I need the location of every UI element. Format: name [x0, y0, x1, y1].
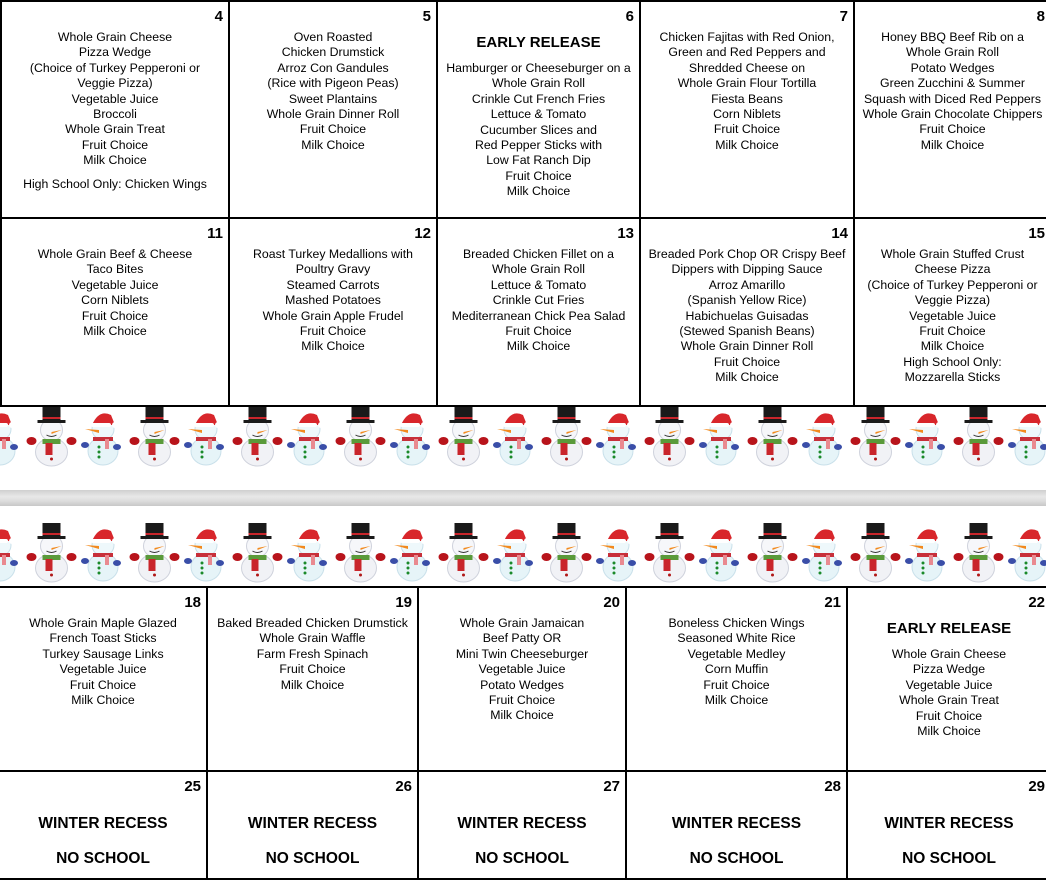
day-cell [626, 587, 847, 771]
day-number: 11 [207, 225, 223, 242]
menu-items [641, 28, 853, 153]
menu-item: (Spanish Yellow Rice) [687, 293, 807, 308]
day-cell [854, 1, 1046, 218]
menu-item: Vegetable Juice [71, 91, 159, 106]
menu-item: Poultry Gravy [295, 262, 371, 277]
day-cell [418, 587, 626, 771]
day-number: 22 [1028, 594, 1045, 611]
day-cell [229, 218, 437, 406]
snowman-icon [390, 413, 430, 465]
snowman-icon [542, 407, 592, 466]
day-number: 13 [617, 225, 634, 242]
menu-item: Vegetable Juice [71, 277, 159, 292]
day-cell [437, 218, 640, 406]
menu-item: Corn Niblets [713, 107, 781, 122]
menu-item: Milk Choice [506, 339, 571, 354]
menu-item: Whole Grain Apple Frudel [262, 308, 404, 323]
day-cell [640, 1, 854, 218]
no-school-label: NO SCHOOL [689, 850, 784, 867]
no-school-label: NO SCHOOL [56, 850, 150, 867]
menu-item: Whole Grain Cheese [57, 30, 173, 44]
menu-item: Broccoli [93, 107, 137, 122]
menu-item: Whole Grain Stuffed Crust [880, 247, 1025, 261]
menu-item: Vegetable Juice [909, 308, 996, 323]
menu-item: Turkey Sausage Links [42, 646, 164, 661]
snowman-icon [1008, 529, 1046, 581]
menu-item: Mini Twin Cheeseburger [455, 646, 589, 661]
menu-item: Whole Grain Flour Tortilla [677, 76, 817, 91]
menu-item: Milk Choice [280, 677, 345, 692]
snowman-icon [336, 523, 386, 582]
menu-items [848, 645, 1046, 739]
menu-item: Milk Choice [83, 153, 147, 168]
menu-item: Vegetable Juice [905, 677, 993, 692]
menu-item: Whole Grain Roll [492, 76, 585, 91]
menu-item: Vegetable Medley [687, 646, 786, 661]
snowman-icon [905, 529, 945, 581]
day-cell [0, 587, 207, 771]
week-row [0, 771, 1046, 879]
menu-item: Milk Choice [83, 324, 147, 339]
snowman-icon [233, 523, 283, 582]
menu-item: Cucumber Slices and [480, 122, 597, 137]
menu-item: Milk Choice [301, 339, 365, 354]
snowman-icon [184, 413, 224, 465]
menu-item: Mediterranean Chick Pea Salad [451, 308, 626, 323]
menu-item: Roast Turkey Medallions with [253, 247, 413, 261]
menu-item: Milk Choice [715, 137, 779, 152]
menu-item: (Choice of Turkey Pepperoni or [867, 277, 1038, 292]
no-school-label: NO SCHOOL [265, 850, 360, 867]
week-row [0, 587, 1046, 771]
snowman-icon [493, 529, 533, 581]
snowman-icon [699, 413, 739, 465]
page-divider [0, 490, 1046, 506]
menu-item: Low Fat Ranch Dip [486, 153, 591, 168]
recess-label: WINTER RECESS [38, 815, 168, 832]
day-title: EARLY RELEASE [886, 620, 1012, 637]
menu-item: Seasoned White Rice [677, 631, 796, 646]
day-cell [847, 587, 1046, 771]
day-number: 21 [824, 594, 841, 611]
menu-item: Hamburger or Cheeseburger on a [446, 61, 631, 75]
menu-item: Cheese Pizza [914, 262, 991, 277]
snowman-icon [645, 407, 695, 466]
menu-item: Fruit Choice [713, 354, 781, 369]
snowman-icon [233, 407, 283, 466]
day-number: 29 [1028, 778, 1045, 795]
menu-item: Pizza Wedge [912, 662, 986, 677]
day-cell [1, 1, 229, 218]
menu-item: Mozzarella Sticks [904, 370, 1001, 385]
menu-item: Whole Grain Beef & Cheese [37, 247, 193, 261]
day-cell [640, 218, 854, 406]
menu-item: Veggie Pizza) [77, 76, 153, 91]
snowman-icon [27, 523, 77, 582]
menu-item: Potato Wedges [910, 60, 995, 75]
menu-item: Habichuelas Guisadas [685, 308, 809, 323]
menu-item: Crinkle Cut Fries [492, 293, 585, 308]
snowman-icon [439, 407, 489, 466]
day-title: EARLY RELEASE [476, 34, 601, 51]
menu-item: Whole Grain Cheese [891, 647, 1007, 661]
no-school-label: NO SCHOOL [475, 850, 569, 867]
menu-item: Whole Grain Dinner Roll [266, 107, 400, 122]
menu-item: Arroz Con Gandules [277, 60, 389, 75]
menu-item: Fiesta Beans [711, 91, 783, 106]
menu-item: (Choice of Turkey Pepperoni or [29, 60, 201, 75]
snowman-icon [390, 529, 430, 581]
menu-item: Beef Patty OR [482, 631, 562, 646]
day-cell [418, 771, 626, 879]
menu-item: (Stewed Spanish Beans) [679, 324, 815, 339]
day-number: 19 [395, 594, 412, 611]
menu-item: Farm Fresh Spinach [256, 646, 369, 661]
menu-item: Vegetable Juice [478, 662, 566, 677]
day-cell [1, 218, 229, 406]
snowman-border-top [0, 405, 1046, 467]
menu-item: French Toast Sticks [49, 631, 157, 646]
menu-item: Sweet Plantains [288, 91, 378, 106]
menu-items [2, 28, 228, 169]
week-row [1, 218, 1046, 406]
menu-item: Boneless Chicken Wings [668, 616, 805, 630]
menu-item: Lettuce & Tomato [490, 107, 587, 122]
week-row [1, 1, 1046, 218]
snowman-icon [802, 529, 842, 581]
menu-item: Fruit Choice [299, 122, 367, 137]
menu-item: Milk Choice [506, 184, 571, 199]
menu-item: Green Zucchini & Summer [880, 76, 1025, 91]
snowman-icon [954, 523, 1004, 582]
snowman-icon [954, 407, 1004, 466]
menu-items [208, 614, 417, 693]
menu-item: (Rice with Pigeon Peas) [267, 76, 399, 91]
day-number: 6 [625, 8, 634, 25]
day-number: 26 [395, 778, 412, 795]
menu-items [2, 245, 228, 339]
menu-item: Green and Red Peppers and [668, 45, 826, 60]
day-number: 7 [839, 8, 848, 25]
menu-item: Mashed Potatoes [285, 293, 381, 308]
recess-label: WINTER RECESS [457, 815, 587, 832]
day-number: 27 [603, 778, 620, 795]
day-number: 18 [184, 594, 201, 611]
day-number: 4 [214, 8, 223, 25]
menu-item: Red Pepper Sticks with [474, 138, 603, 153]
day-number: 5 [422, 8, 431, 25]
menu-item: Milk Choice [715, 370, 779, 385]
day-number: 20 [603, 594, 620, 611]
day-cell [229, 1, 437, 218]
menu-item: Milk Choice [704, 693, 769, 708]
snowman-icon [184, 529, 224, 581]
menu-item: Honey BBQ Beef Rib on a [881, 30, 1024, 44]
menu-item: Fruit Choice [81, 137, 149, 152]
menu-item: Baked Breaded Chicken Drumstick [217, 616, 408, 630]
menu-item: Fruit Choice [919, 324, 986, 339]
menu-note: High School Only: Chicken Wings [23, 176, 207, 191]
menu-item: Corn Niblets [81, 293, 149, 308]
menu-item: Breaded Chicken Fillet on a [462, 247, 615, 261]
menu-item: Dippers with Dipping Sauce [671, 262, 823, 277]
menu-items [855, 28, 1046, 153]
menu-item: Breaded Pork Chop OR Crispy Beef [648, 247, 846, 261]
menu-item: Crinkle Cut French Fries [471, 91, 606, 106]
snowman-icon [336, 407, 386, 466]
no-school-label: NO SCHOOL [902, 850, 996, 867]
day-cell [207, 771, 418, 879]
menu-item: Fruit Choice [919, 122, 986, 137]
menu-item: Whole Grain Roll [492, 262, 585, 277]
menu-item: Fruit Choice [915, 708, 983, 723]
menu-item: Fruit Choice [505, 168, 572, 183]
menu-items [641, 245, 853, 386]
menu-item: Milk Choice [917, 724, 981, 739]
recess-label: WINTER RECESS [884, 815, 1014, 832]
menu-item: Whole Grain Treat [65, 122, 165, 137]
snowman-icon [645, 523, 695, 582]
day-number: 28 [824, 778, 841, 795]
snowman-border-bottom [0, 521, 1046, 583]
snowman-icon [493, 413, 533, 465]
menu-item: Pizza Wedge [78, 45, 152, 60]
day-cell [207, 587, 418, 771]
snowman-icon [287, 413, 327, 465]
snowman-icon [287, 529, 327, 581]
snowman-icon [596, 529, 636, 581]
snowman-icon [802, 413, 842, 465]
menu-item: Whole Grain Dinner Roll [680, 339, 814, 354]
snowman-icon [748, 407, 798, 466]
day-cell [437, 1, 640, 218]
snowman-icon [81, 413, 121, 465]
snowman-icon [748, 523, 798, 582]
menu-item: Milk Choice [490, 708, 554, 723]
menu-item: Whole Grain Chocolate Chippers [862, 107, 1043, 122]
menu-item: Potato Wedges [480, 677, 564, 692]
snowman-icon [542, 523, 592, 582]
menu-item: Whole Grain Treat [899, 693, 999, 708]
menu-item: Vegetable Juice [59, 662, 147, 677]
snowman-icon [130, 523, 180, 582]
snowman-icon [130, 407, 180, 466]
menu-item: Milk Choice [920, 339, 985, 354]
day-number: 14 [831, 225, 848, 242]
menu-item: Whole Grain Maple Glazed [29, 616, 177, 630]
menu-item: Veggie Pizza) [914, 293, 991, 308]
menu-item: Whole Grain Roll [906, 45, 999, 60]
calendar-bottom [0, 586, 1046, 880]
snowman-icon [851, 407, 901, 466]
menu-items [855, 245, 1046, 386]
menu-item: Squash with Diced Red Peppers [863, 91, 1042, 106]
menu-items [0, 614, 206, 708]
menu-item: Chicken Drumstick [281, 45, 385, 60]
menu-item: Milk Choice [920, 137, 985, 152]
menu-item: Whole Grain Waffle [259, 631, 366, 646]
snowman-icon [0, 413, 18, 465]
menu-items [438, 245, 639, 355]
snowman-icon [851, 523, 901, 582]
snowman-icon [81, 529, 121, 581]
menu-item: Whole Grain Jamaican [459, 616, 585, 630]
menu-item: Fruit Choice [69, 677, 137, 692]
menu-item: Fruit Choice [279, 662, 346, 677]
menu-items [627, 614, 846, 708]
snowman-icon [27, 407, 77, 466]
menu-item: Fruit Choice [488, 693, 556, 708]
snowman-icon [1008, 413, 1046, 465]
snowman-icon [699, 529, 739, 581]
day-cell [0, 771, 207, 879]
menu-item: Lettuce & Tomato [490, 277, 587, 292]
menu-items [230, 245, 436, 355]
menu-items [438, 59, 639, 200]
menu-item: Oven Roasted [293, 30, 373, 44]
calendar-top [0, 0, 1046, 407]
day-number: 15 [1028, 225, 1045, 242]
menu-item: Milk Choice [71, 693, 135, 708]
day-cell [847, 771, 1046, 879]
snowman-icon [0, 529, 18, 581]
day-cell [854, 218, 1046, 406]
menu-item: Chicken Fajitas with Red Onion, [659, 30, 835, 44]
snowman-icon [439, 523, 489, 582]
menu-item: Shredded Cheese on [688, 60, 806, 75]
day-cell [626, 771, 847, 879]
menu-item: Fruit Choice [299, 324, 367, 339]
recess-label: WINTER RECESS [247, 815, 378, 832]
day-number: 8 [1036, 8, 1045, 25]
day-number: 25 [184, 778, 201, 795]
menu-item: Milk Choice [301, 137, 365, 152]
menu-item: Fruit Choice [713, 122, 781, 137]
menu-item: Arroz Amarillo [708, 277, 786, 292]
recess-label: WINTER RECESS [671, 815, 802, 832]
menu-items [419, 614, 625, 724]
menu-item: High School Only: [903, 354, 1002, 369]
snowman-icon [596, 413, 636, 465]
menu-item: Fruit Choice [703, 677, 770, 692]
menu-item: Taco Bites [86, 262, 144, 277]
menu-items [230, 28, 436, 153]
menu-item: Steamed Carrots [286, 277, 380, 292]
menu-item: Corn Muffin [704, 662, 769, 677]
snowman-icon [905, 413, 945, 465]
day-number: 12 [414, 225, 431, 242]
menu-item: Fruit Choice [81, 308, 149, 323]
menu-item: Fruit Choice [505, 324, 572, 339]
